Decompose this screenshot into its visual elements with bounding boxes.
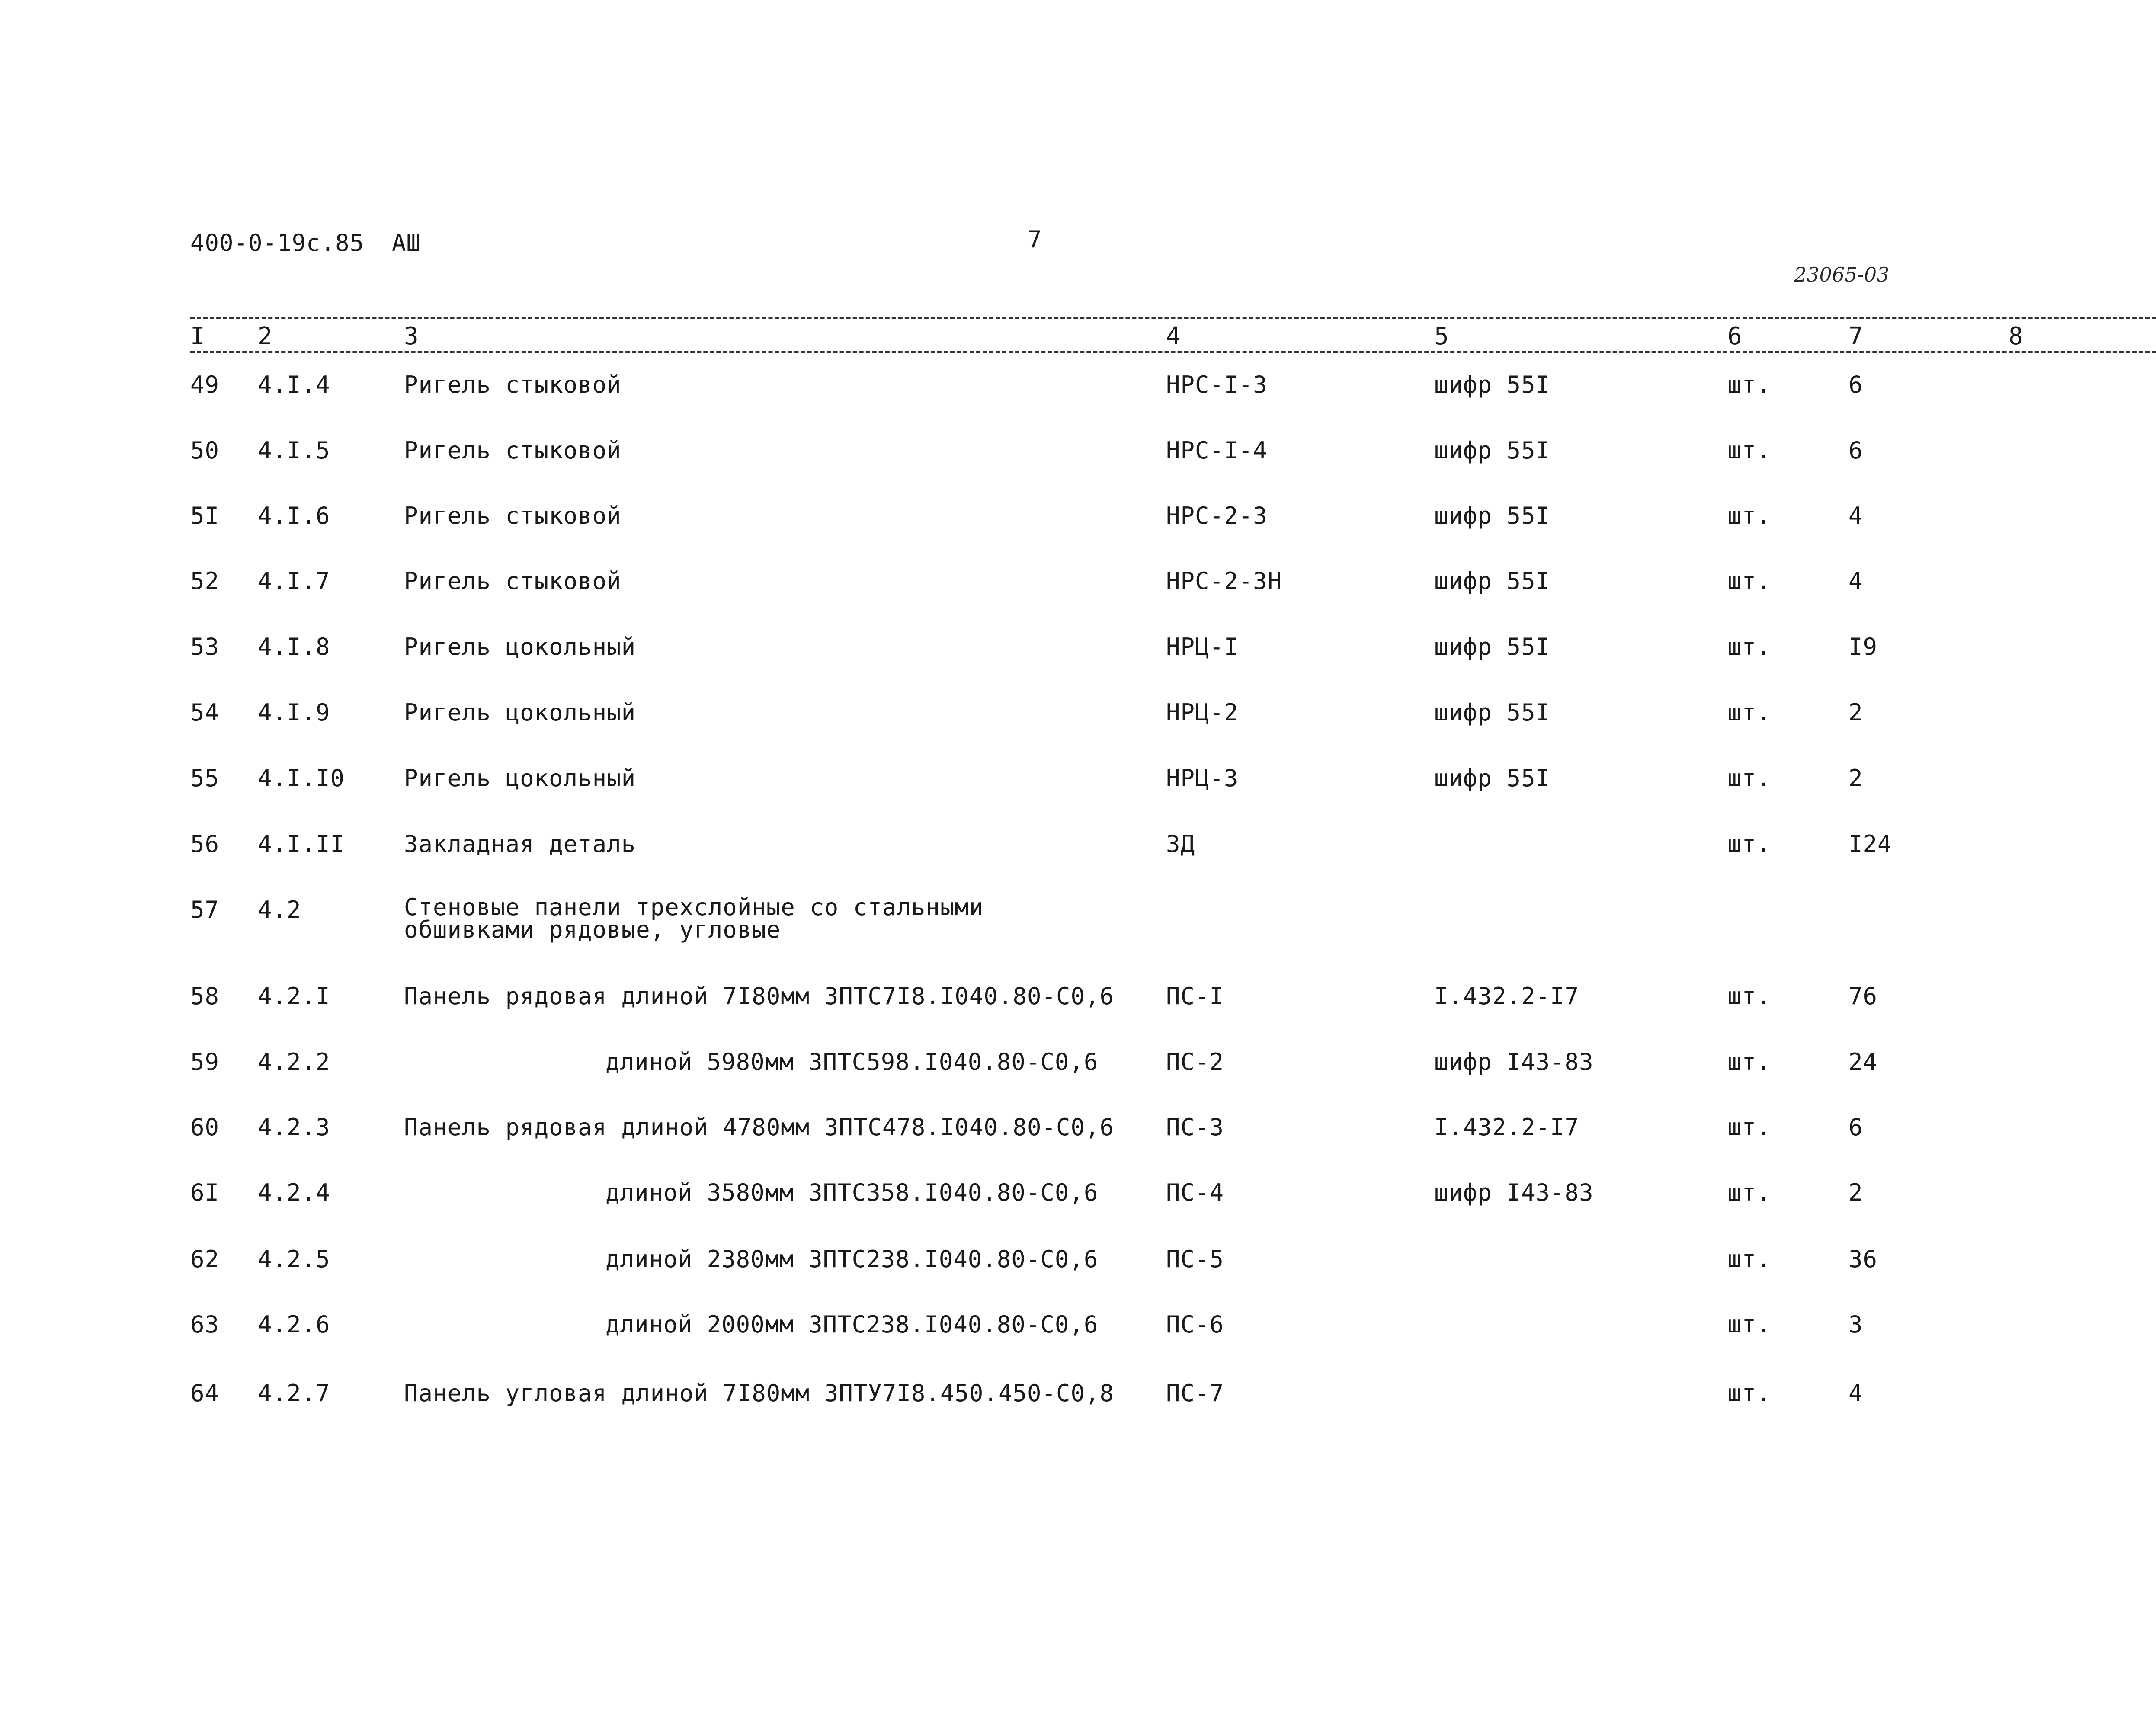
item-name: Панель рядовая длиной 4780мм ЗПТС478.I040.80-С0,6: [404, 1114, 1115, 1141]
row-number: 50: [190, 437, 220, 464]
item-unit: шт.: [1727, 983, 1771, 1010]
row-number: 54: [190, 699, 220, 726]
item-mark: ПС-4: [1166, 1179, 1224, 1206]
table-row: [0, 830, 2156, 878]
item-quantity: I24: [1848, 830, 1892, 858]
item-document: шифр 55I: [1434, 502, 1551, 529]
item-mark: НРС-2-3: [1166, 502, 1268, 529]
item-quantity: 36: [1848, 1246, 1878, 1273]
item-mark: НРС-I-4: [1166, 437, 1268, 464]
row-number: 58: [190, 983, 220, 1010]
item-name: Закладная деталь: [404, 830, 636, 858]
item-quantity: 6: [1848, 371, 1863, 398]
item-code: 4.2.I: [258, 983, 330, 1010]
item-name-line-1: Стеновые панели трехслойные со стальными: [404, 893, 984, 921]
item-document: шифр 55I: [1434, 765, 1551, 792]
item-mark: ПС-7: [1166, 1380, 1224, 1407]
table-row: [0, 893, 2156, 944]
row-number: 64: [190, 1380, 220, 1407]
item-code: 4.I.5: [258, 437, 330, 464]
item-document: I.432.2-I7: [1434, 1114, 1579, 1141]
column-header-6: 6: [1727, 322, 1742, 350]
row-number: 62: [190, 1246, 220, 1273]
item-code: 4.I.I0: [258, 765, 345, 792]
item-quantity: 2: [1848, 699, 1863, 726]
item-unit: шт.: [1727, 699, 1771, 726]
item-code: 4.2.2: [258, 1048, 330, 1076]
item-mark: ПС-6: [1166, 1311, 1224, 1338]
row-number: 59: [190, 1048, 220, 1076]
item-mark: ПС-5: [1166, 1246, 1224, 1273]
item-unit: шт.: [1727, 1246, 1771, 1273]
item-name: длиной 5980мм ЗПТС598.I040.80-С0,6: [605, 1048, 1099, 1076]
item-document: шифр 55I: [1434, 371, 1551, 398]
item-name: Ригель стыковой: [404, 502, 621, 529]
column-header-7: 7: [1848, 322, 1863, 350]
item-name: длиной 3580мм ЗПТС358.I040.80-С0,6: [605, 1179, 1099, 1206]
item-name-line-2: обшивками рядовые, угловые: [404, 916, 781, 943]
row-number: 55: [190, 765, 220, 792]
item-document: шифр I43-83: [1434, 1048, 1594, 1076]
item-unit: шт.: [1727, 1380, 1771, 1407]
item-quantity: 4: [1848, 567, 1863, 595]
item-code: 4.2: [258, 896, 301, 923]
item-code: 4.2.5: [258, 1246, 330, 1273]
column-header-8: 8: [2009, 322, 2023, 350]
table-row: [0, 1048, 2156, 1096]
item-code: 4.I.7: [258, 567, 330, 595]
table-row: [0, 567, 2156, 615]
item-name: [404, 893, 984, 943]
item-quantity: 6: [1848, 1114, 1863, 1141]
item-name: длиной 2380мм ЗПТС238.I040.80-С0,6: [605, 1246, 1099, 1273]
row-number: 53: [190, 633, 220, 660]
item-name: Панель рядовая длиной 7I80мм ЗПТС7I8.I040.80-С0,6: [404, 983, 1115, 1010]
item-quantity: 6: [1848, 437, 1863, 464]
item-name: Ригель стыковой: [404, 371, 621, 398]
item-quantity: 3: [1848, 1311, 1863, 1338]
item-mark: ПС-I: [1166, 983, 1224, 1010]
item-quantity: 76: [1848, 983, 1878, 1010]
item-code: 4.I.6: [258, 502, 330, 529]
item-code: 4.2.3: [258, 1114, 330, 1141]
section-code: АШ: [392, 229, 421, 256]
table-row: [0, 1179, 2156, 1226]
row-number: 57: [190, 896, 220, 923]
document-code: 400-0-19с.85: [190, 229, 365, 256]
table-row: [0, 983, 2156, 1030]
item-document: I.432.2-I7: [1434, 983, 1579, 1010]
item-code: 4.2.7: [258, 1380, 330, 1407]
item-unit: шт.: [1727, 830, 1771, 858]
page-number: 7: [1028, 226, 1042, 253]
item-code: 4.2.4: [258, 1179, 330, 1206]
row-number: 6I: [190, 1179, 220, 1206]
row-number: 60: [190, 1114, 220, 1141]
item-quantity: 24: [1848, 1048, 1878, 1076]
table-row: [0, 1246, 2156, 1293]
item-unit: шт.: [1727, 371, 1771, 398]
table-row: [0, 765, 2156, 812]
column-header-3: 3: [404, 322, 419, 350]
row-number: 49: [190, 371, 220, 398]
table-row: [0, 1311, 2156, 1358]
item-mark: ПС-3: [1166, 1114, 1224, 1141]
item-document: шифр I43-83: [1434, 1179, 1594, 1206]
item-mark: НРЦ-I: [1166, 633, 1239, 660]
row-number: 56: [190, 830, 220, 858]
item-unit: шт.: [1727, 765, 1771, 792]
row-number: 5I: [190, 502, 220, 529]
item-unit: шт.: [1727, 1048, 1771, 1076]
item-name: длиной 2000мм ЗПТС238.I040.80-С0,6: [605, 1311, 1099, 1338]
item-mark: НРЦ-2: [1166, 699, 1239, 726]
item-name: Ригель стыковой: [404, 437, 621, 464]
item-code: 4.I.9: [258, 699, 330, 726]
item-code: 4.I.4: [258, 371, 330, 398]
item-name: Ригель цокольный: [404, 699, 636, 726]
item-name: Ригель цокольный: [404, 765, 636, 792]
column-header-5: 5: [1434, 322, 1449, 350]
row-number: 63: [190, 1311, 220, 1338]
item-name: Ригель стыковой: [404, 567, 621, 595]
item-name: Панель угловая длиной 7I80мм ЗПТУ7I8.450.450-С0,8: [404, 1380, 1115, 1407]
item-quantity: 4: [1848, 502, 1863, 529]
item-document: шифр 55I: [1434, 567, 1551, 595]
item-quantity: 4: [1848, 1380, 1863, 1407]
item-unit: шт.: [1727, 1179, 1771, 1206]
table-header-bottom-rule: [190, 351, 2156, 353]
column-header-4: 4: [1166, 322, 1181, 350]
item-mark: НРС-2-3Н: [1166, 567, 1282, 595]
item-unit: шт.: [1727, 567, 1771, 595]
item-document: шифр 55I: [1434, 699, 1551, 726]
item-document: шифр 55I: [1434, 437, 1551, 464]
item-unit: шт.: [1727, 1114, 1771, 1141]
item-unit: шт.: [1727, 633, 1771, 660]
table-header-top-rule: [190, 317, 2156, 319]
item-name: Ригель цокольный: [404, 633, 636, 660]
item-code: 4.I.8: [258, 633, 330, 660]
handwritten-archive-code: 23065-03: [1794, 263, 1890, 286]
column-header-2: 2: [258, 322, 272, 350]
item-mark: НРЦ-3: [1166, 765, 1239, 792]
table-row: [0, 1114, 2156, 1161]
item-mark: НРС-I-3: [1166, 371, 1268, 398]
table-row: [0, 502, 2156, 550]
item-code: 4.2.6: [258, 1311, 330, 1338]
item-unit: шт.: [1727, 502, 1771, 529]
column-header-1: I: [190, 322, 205, 350]
item-document: шифр 55I: [1434, 633, 1551, 660]
table-row: [0, 371, 2156, 419]
item-code: 4.I.II: [258, 830, 345, 858]
item-unit: шт.: [1727, 1311, 1771, 1338]
item-mark: ЗД: [1166, 830, 1195, 858]
table-row: [0, 633, 2156, 681]
item-quantity: 2: [1848, 765, 1863, 792]
item-unit: шт.: [1727, 437, 1771, 464]
table-row: [0, 1380, 2156, 1427]
item-mark: ПС-2: [1166, 1048, 1224, 1076]
item-quantity: I9: [1848, 633, 1878, 660]
item-quantity: 2: [1848, 1179, 1863, 1206]
table-row: [0, 699, 2156, 746]
row-number: 52: [190, 567, 220, 595]
table-row: [0, 437, 2156, 484]
